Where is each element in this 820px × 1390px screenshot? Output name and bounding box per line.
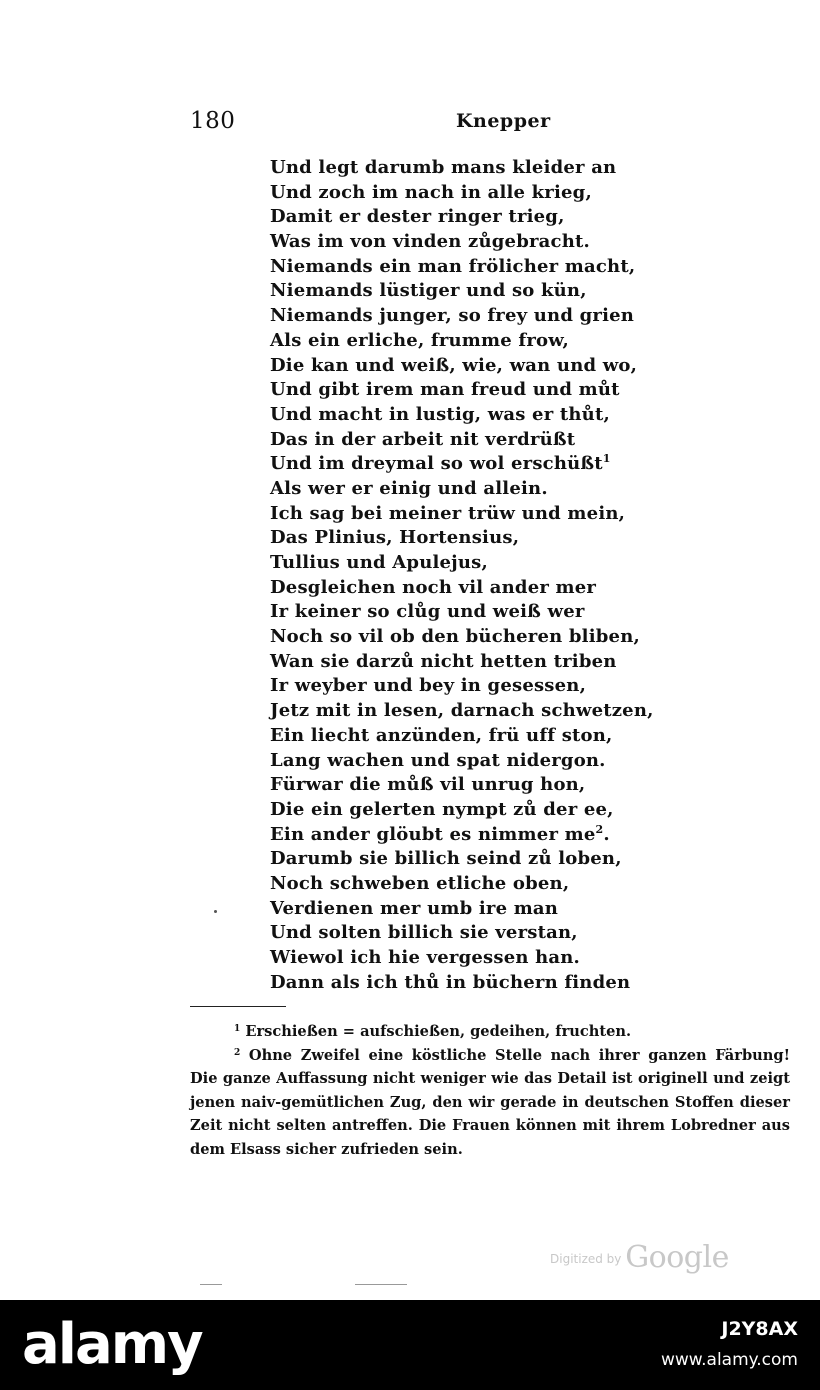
verse-line xyxy=(270,823,654,848)
verse-line: Tullius und Apulejus, xyxy=(270,552,488,573)
verse-line: Die ein gelerten nympt zů der ee, xyxy=(270,798,614,820)
footnote xyxy=(190,1020,790,1044)
verse-line: Was im von vinden zůgebracht. xyxy=(270,231,590,253)
footnote-number: 2 xyxy=(234,1047,241,1058)
margin-dot xyxy=(214,910,217,913)
verse-line: Und solten billich sie verstan, xyxy=(270,922,578,944)
verse-line: Als wer er einig und allein. xyxy=(270,477,548,499)
verse-line: Ir keiner so clůg und weiß wer xyxy=(270,601,585,623)
verse-line: Jetz mit in lesen, darnach schwetzen, xyxy=(270,700,654,722)
verse-line: Noch schweben etliche oben, xyxy=(270,872,570,894)
footnote-rule xyxy=(190,1006,286,1007)
verse-line: Lang wachen und spat nidergon. xyxy=(270,749,606,771)
google-logo: Google xyxy=(625,1240,729,1275)
footnote-marker: 2 xyxy=(595,822,604,836)
image-id: J2Y8AX xyxy=(721,1318,798,1340)
verse-block xyxy=(270,156,654,995)
verse-line-punctuation: . xyxy=(603,823,610,845)
verse-line: Und gibt irem man freud und můt xyxy=(270,379,620,401)
verse-line: Als ein erliche, frumme frow, xyxy=(270,329,569,351)
verse-line: Ein liecht anzünden, frü uff ston, xyxy=(270,724,613,746)
footnotes xyxy=(190,1020,790,1161)
verse-line: Niemands ein man frölicher macht, xyxy=(270,255,636,277)
verse-line: Und zoch im nach in alle krieg, xyxy=(270,181,592,203)
verse-line: Das in der arbeit nit verdrüßt xyxy=(270,428,576,450)
verse-line: Darumb sie billich seind zů loben, xyxy=(270,848,622,870)
digitized-watermark xyxy=(550,1240,729,1275)
scan-mark xyxy=(355,1284,407,1285)
verse-line: Das Plinius, Hortensius, xyxy=(270,527,520,549)
verse-line: Niemands lüstiger und so kün, xyxy=(270,280,587,302)
footnote-marker: 1 xyxy=(602,452,611,466)
verse-line: Fürwar die můß vil unrug hon, xyxy=(270,774,586,796)
stock-banner xyxy=(0,1300,820,1390)
verse-line: Niemands junger, so frey und grien xyxy=(270,305,635,327)
verse-line: Ich sag bei meiner trüw und mein, xyxy=(270,502,626,524)
verse-line: Noch so vil ob den bücheren bliben, xyxy=(270,626,640,648)
watermark-prefix: Digitized by xyxy=(550,1252,626,1266)
running-head: Knepper xyxy=(456,110,551,132)
verse-line: Die kan und weiß, wie, wan und wo, xyxy=(270,354,638,376)
verse-line: Verdienen mer umb ire man xyxy=(270,897,559,919)
verse-line: Und legt darumb mans kleider an xyxy=(270,157,617,178)
footnote-number: 1 xyxy=(234,1024,241,1034)
verse-line: Ir weyber und bey in gesessen, xyxy=(270,675,587,697)
banner-url: www.alamy.com xyxy=(660,1350,798,1370)
verse-line: Desgleichen noch vil ander mer xyxy=(270,576,597,598)
page-number: 180 xyxy=(190,108,236,134)
footnote-text: Ohne Zweifel eine köstliche Stelle nach ihrer ganzen Färbung! Die ganze Auffassung nicht weniger wie das Detail ist originell und zeigt jenen naiv-gemütlichen Zug, den wir gerade in deutschen Stoffen dieser Zeit nicht selten antreffen. Die Frauen können mit ihrem Lobredner aus dem Elsass sicher zufrieden sein. xyxy=(190,1046,790,1158)
verse-line: Wan sie darzů nicht hetten triben xyxy=(270,650,617,672)
footnote-text: Erschießen = aufschießen, gedeihen, fruchten. xyxy=(240,1023,632,1040)
scan-mark xyxy=(200,1284,222,1285)
verse-line: Damit er dester ringer trieg, xyxy=(270,206,565,228)
verse-line-text: Ein ander glöubt es nimmer me xyxy=(270,823,596,845)
alamy-logo: alamy xyxy=(22,1312,202,1377)
verse-line xyxy=(270,452,654,477)
verse-line: Und macht in lustig, was er thůt, xyxy=(270,403,610,425)
verse-line: Wiewol ich hie vergessen han. xyxy=(270,947,580,968)
verse-line: Dann als ich thů in büchern finden xyxy=(270,971,631,993)
verse-line-text: Und im dreymal so wol erschüßt xyxy=(270,453,603,475)
footnote xyxy=(190,1044,790,1162)
